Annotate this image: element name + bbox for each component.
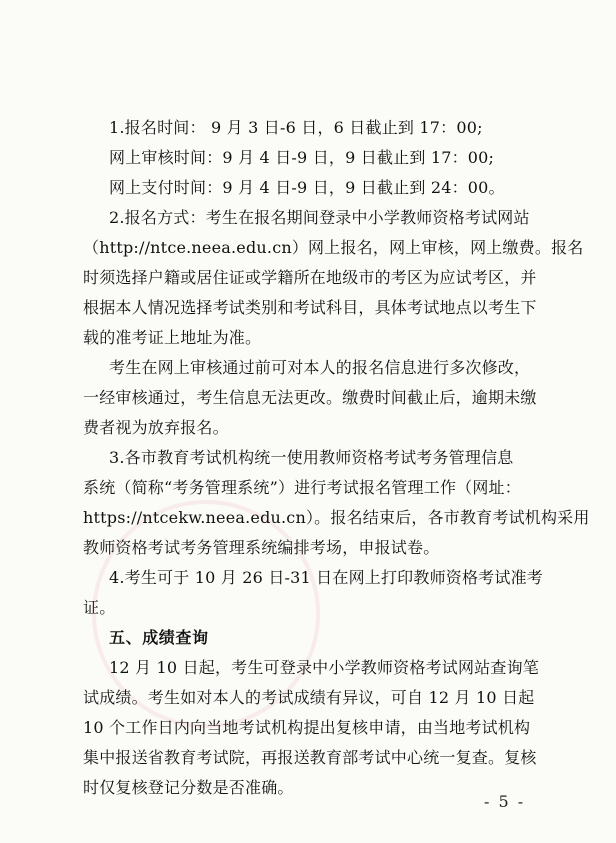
admission-ticket-line-1: 4.考生可于 10 月 26 日-31 日在网上打印教师资格考试准考 [109, 568, 543, 587]
section-heading-score-query: 五、成绩查询 [109, 628, 209, 647]
score-query-line-3: 10 个工作日内向当地考试机构提出复核申请，由当地考试机构 [83, 718, 531, 737]
review-note-line-1: 考生在网上审核通过前可对本人的报名信息进行多次修改， [109, 358, 531, 377]
online-payment-time-line: 网上支付时间：9 月 4 日-9 日，9 日截止到 24：00。 [109, 178, 505, 197]
registration-method-line-3: 时须选择户籍或居住证或学籍所在地级市的考区为应试考区，并 [83, 268, 537, 287]
score-query-line-2: 试成绩。考生如对本人的考试成绩有异议，可自 12 月 10 日起 [83, 688, 535, 707]
exam-system-line-4: 教师资格考试考务管理系统编排考场，申报试卷。 [83, 538, 440, 557]
score-query-line-5: 时仅复核登记分数是否准确。 [83, 778, 294, 797]
review-note-line-2: 一经审核通过，考生信息无法更改。缴费时间截止后，逾期未缴 [83, 388, 537, 407]
score-query-line-1: 12 月 10 日起，考生可登录中小学教师资格考试网站查询笔 [109, 658, 539, 677]
page-number: - 5 - [484, 792, 526, 811]
registration-method-line-5: 载的准考证上地址为准。 [83, 328, 262, 347]
registration-method-line: 2.报名方式：考生在报名期间登录中小学教师资格考试网站 [109, 208, 530, 227]
online-review-time-line: 网上审核时间：9 月 4 日-9 日，9 日截止到 17：00; [109, 148, 495, 167]
admission-ticket-line-2: 证。 [83, 598, 116, 617]
registration-method-url-line: （http://ntce.neea.edu.cn）网上报名，网上审核，网上缴费。报名 [83, 238, 584, 257]
exam-system-line-1: 3.各市教育考试机构统一使用教师资格考试考务管理信息 [109, 448, 514, 467]
score-query-line-4: 集中报送省教育考试院，再报送教育部考试中心统一复查。复核 [83, 748, 537, 767]
review-note-line-3: 费者视为放弃报名。 [83, 418, 229, 437]
registration-time-line: 1.报名时间： 9 月 3 日-6 日，6 日截止到 17：00; [109, 118, 483, 137]
exam-system-line-2: 系统（简称“考务管理系统”）进行考试报名管理工作（网址： [83, 478, 521, 497]
exam-system-url-line: https://ntcekw.neea.edu.cn）。报名结束后，各市教育考试机构采用 [83, 508, 590, 527]
registration-method-line-4: 根据本人情况选择考试类别和考试科目，具体考试地点以考生下 [83, 298, 537, 317]
